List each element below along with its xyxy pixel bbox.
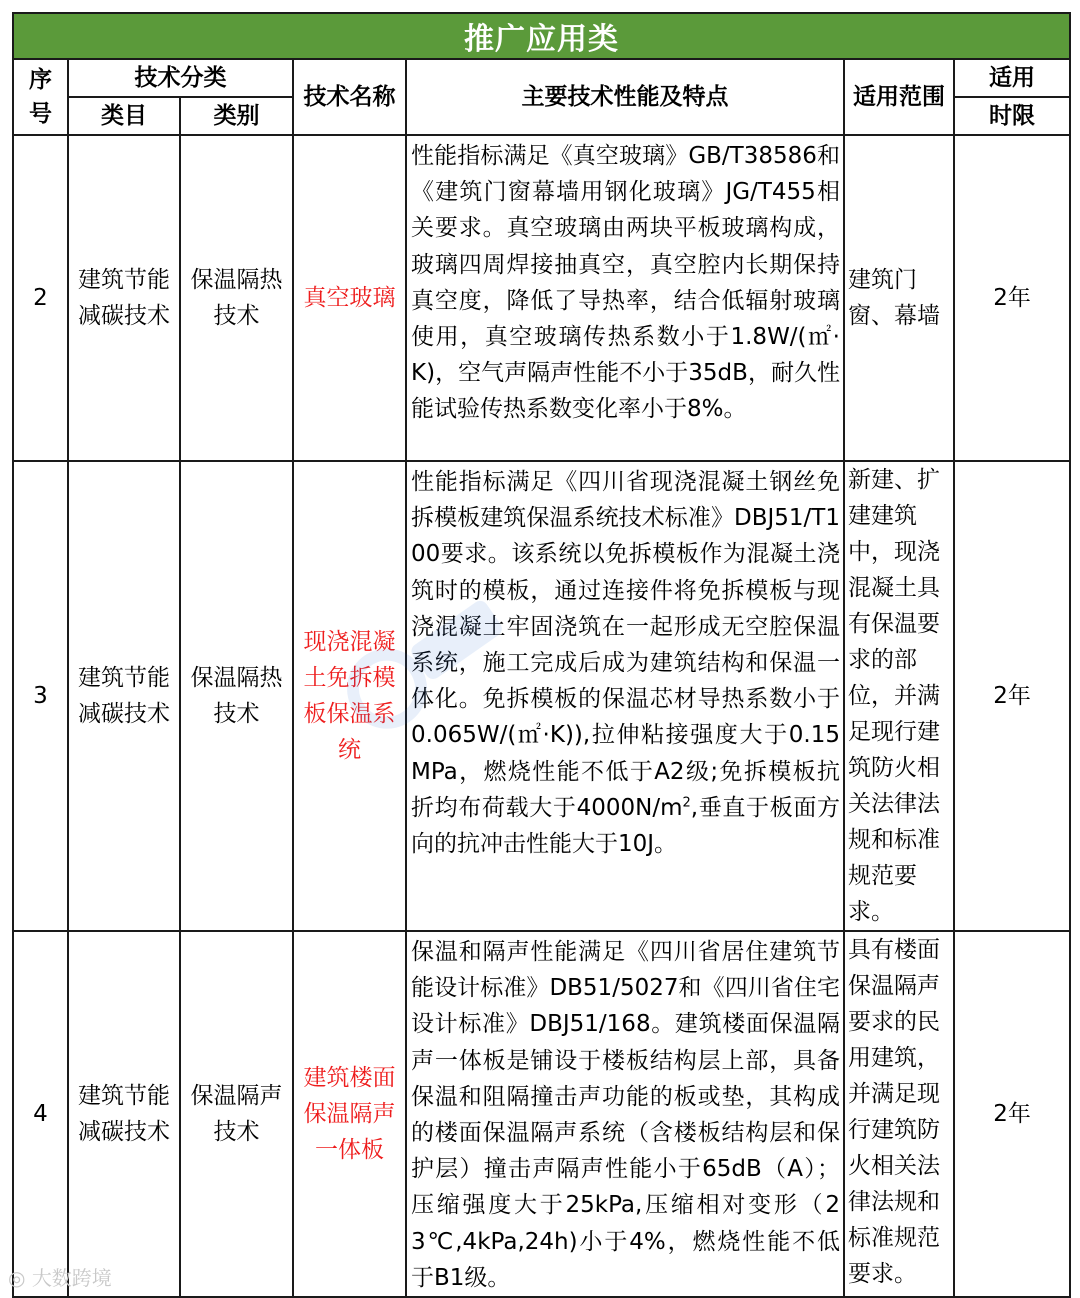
row-seq: 2	[13, 135, 68, 461]
row-tech-name: 现浇混凝土免拆模板保温系统	[293, 461, 406, 931]
watermark-icon: ◎	[8, 1266, 26, 1290]
row-period: 2年	[954, 135, 1070, 461]
header-period-1: 适用	[954, 59, 1070, 97]
row-scope: 具有楼面保温隔声要求的民用建筑，并满足现行建筑防火相关法律法规和标准规范要求。	[844, 931, 954, 1297]
row-features: 保温和隔声性能满足《四川省居住建筑节能设计标准》DB51/5027和《四川省住宅设计标准》DBJ51/168。建筑楼面保温隔声一体板是铺设于楼板结构层上部，具备保温和阻隔撞击声功能的板或垫，其构成的楼面保温隔声系统（含楼板结构层和保护层）撞击声隔声性能小于65dB（A）；压缩强度大于25kPa,压缩相对变形（23℃,4kPa,24h)小于4%，燃烧性能不低于B1级。	[406, 931, 844, 1297]
row-scope: 新建、扩建建筑中，现浇混凝土具有保温要求的部位，并满足现行建筑防火相关法律法规和标准规范要求。	[844, 461, 954, 931]
row-features: 性能指标满足《四川省现浇混凝土钢丝免拆模板建筑保温系统技术标准》DBJ51/T100要求。该系统以免拆模板作为混凝土浇筑时的模板，通过连接件将免拆模板与现浇混凝土牢固浇筑在一起形成无空腔保温系统，施工完成后成为建筑结构和保温一体化。免拆模板的保温芯材导热系数小于0.065W/(㎡·K)),拉伸粘接强度大于0.15MPa，燃烧性能不低于A2级;免拆模板抗折均布荷载大于$4000N/m^2$,垂直于板面方向的抗冲击性能大于10J。	[406, 461, 844, 931]
row-features: 性能指标满足《真空玻璃》GB/T38586和《建筑门窗幕墙用钢化玻璃》JG/T455相关要求。真空玻璃由两块平板玻璃构成，玻璃四周焊接抽真空，真空腔内长期保持真空度，降低了导热率，结合低辐射玻璃使用，真空玻璃传热系数小于1.8W/(㎡·K)，空气声隔声性能不小于35dB，耐久性能试验传热系数变化率小于8%。	[406, 135, 844, 461]
row-tech-name: 建筑楼面保温隔声一体板	[293, 931, 406, 1297]
row-category: 建筑节能减碳技术	[68, 461, 180, 931]
row-period: 2年	[954, 461, 1070, 931]
header-tech-class: 技术分类	[68, 59, 293, 97]
row-period: 2年	[954, 931, 1070, 1297]
header-seq: 序 号	[13, 59, 68, 135]
row-seq: 3	[13, 461, 68, 931]
row-category: 建筑节能减碳技术	[68, 135, 180, 461]
table-row	[13, 461, 1070, 931]
header-type: 类别	[180, 97, 293, 135]
category-banner: 推广应用类	[13, 13, 1070, 59]
header-category: 类目	[68, 97, 180, 135]
watermark-text: ◎ 大数跨境	[8, 1266, 112, 1290]
header-tech-name: 技术名称	[293, 59, 406, 135]
row-tech-name: 真空玻璃	[293, 135, 406, 461]
header-features: 主要技术性能及特点	[406, 59, 844, 135]
row-type: 保温隔声技术	[180, 931, 293, 1297]
table-row	[13, 135, 1070, 461]
row-seq: 4	[13, 931, 68, 1297]
tech-table	[12, 12, 1071, 1298]
header-period-2: 时限	[954, 97, 1070, 135]
row-scope: 建筑门窗、幕墙	[844, 135, 954, 461]
header-scope: 适用范围	[844, 59, 954, 135]
row-category: 建筑节能减碳技术	[68, 931, 180, 1297]
table-row	[13, 931, 1070, 1297]
row-type: 保温隔热技术	[180, 461, 293, 931]
row-type: 保温隔热技术	[180, 135, 293, 461]
